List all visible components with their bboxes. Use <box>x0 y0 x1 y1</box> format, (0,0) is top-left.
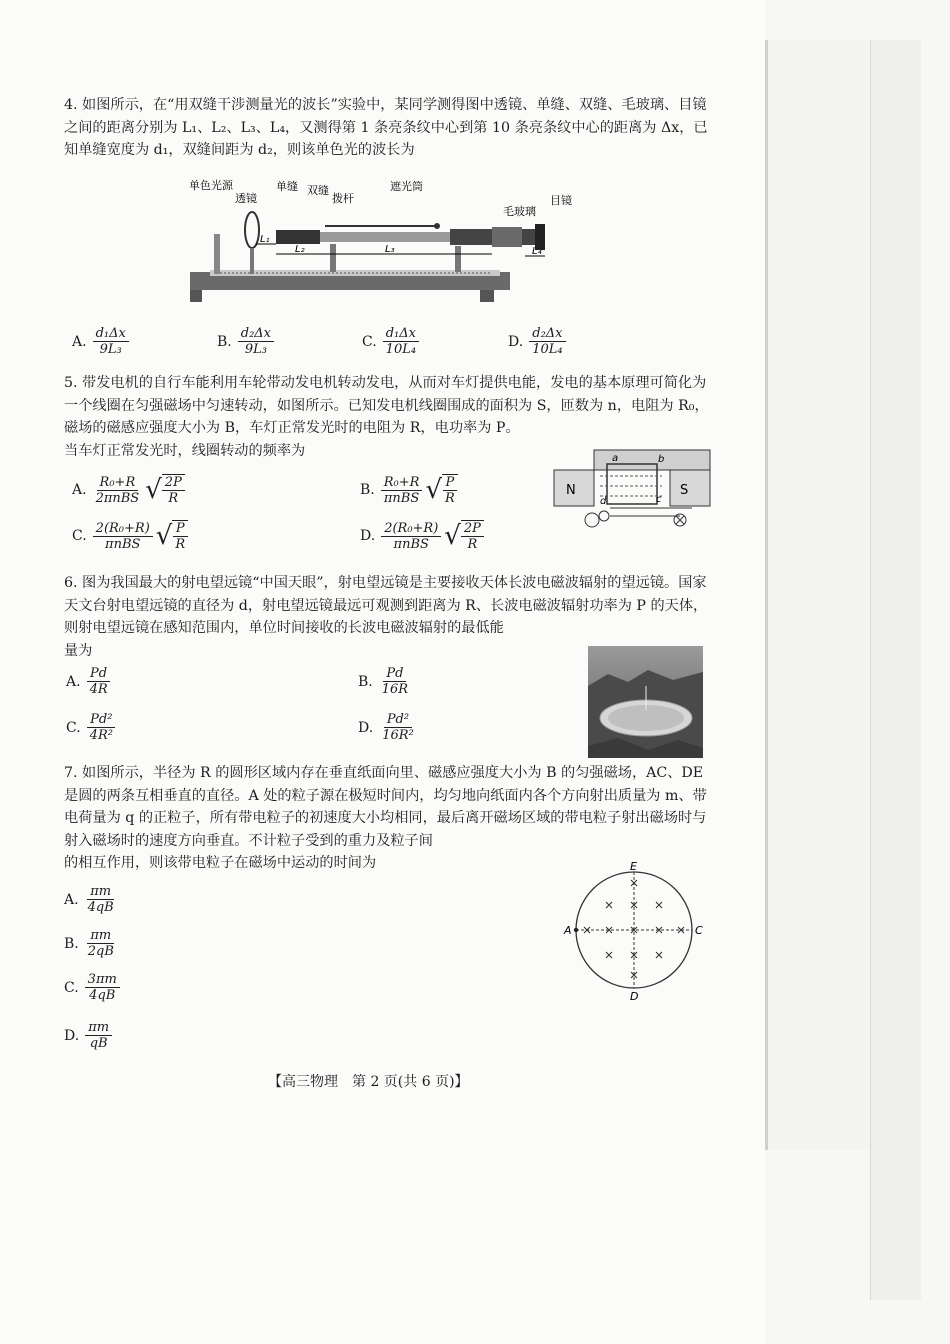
q6-option-a[interactable]: A. $\frac{Pd}{4R}$ <box>66 666 111 697</box>
svg-text:c: c <box>656 494 662 505</box>
svg-text:L₄: L₄ <box>532 246 542 257</box>
svg-text:L₃: L₃ <box>385 244 395 255</box>
svg-text:d: d <box>600 496 607 507</box>
lens <box>245 212 259 248</box>
q6-option-d[interactable]: D. $\frac{\text{Pd²}}{\text{16R²}}$ <box>358 712 414 743</box>
svg-text:目镜: 目镜 <box>550 194 572 207</box>
q7-option-d[interactable]: D. $\frac{\pi m}{qB}$ <box>64 1020 112 1051</box>
question-6 <box>64 572 714 640</box>
question-7 <box>64 762 714 852</box>
light-source <box>214 234 220 274</box>
page-footer: 【高三物理 第 2 页(共 6 页)】 <box>268 1074 469 1090</box>
svg-text:遮光筒: 遮光筒 <box>390 180 423 193</box>
q5-option-a[interactable]: A. $\frac{\text{R₀+R}}{\text{2πnBS}}$ √ $\frac{2P}{R}$ <box>72 474 185 506</box>
page-edge <box>870 40 921 1300</box>
svg-text:a: a <box>612 453 619 464</box>
svg-text:L₁: L₁ <box>260 234 270 245</box>
q5-option-d[interactable]: D. $\frac{\text{2(R₀+R)}}{\text{πnBS}}$ √ $\frac{2P}{R}$ <box>360 520 484 552</box>
svg-text:S: S <box>680 483 689 498</box>
q4-option-b[interactable]: B. $\frac{\text{d₂Δx}}{\text{9L₃}}$ <box>217 326 274 357</box>
fast-telescope-photo <box>588 646 703 758</box>
question-7-prompt: 的相互作用，则该带电粒子在磁场中运动的时间为 <box>64 855 377 871</box>
q4-option-c[interactable]: C. $\frac{\text{d₁Δx}}{\text{10L₄}}$ <box>362 326 419 357</box>
q6-option-c[interactable]: C. $\frac{\text{Pd²}}{\text{4R²}}$ <box>66 712 116 743</box>
question-5 <box>64 372 714 440</box>
svg-text:透镜: 透镜 <box>235 192 257 205</box>
light-tube <box>320 232 450 242</box>
double-slit-apparatus-figure <box>180 174 580 314</box>
svg-text:D: D <box>630 990 639 1003</box>
q4-option-a[interactable]: A. $\frac{\text{d₁Δx}}{\text{9L₃}}$ <box>72 326 129 357</box>
q6-option-b[interactable]: B. $\frac{Pd}{16R}$ <box>358 666 409 697</box>
q7-option-a[interactable]: A. $\frac{\pi m}{4qB}$ <box>64 884 114 915</box>
question-4-text: 4. 如图所示，在“用双缝干涉测量光的波长”实验中，某同学测得图中透镜、单缝、双缝、毛玻璃、目镜之间的距离分别为 L₁、L₂、L₃、L₄，又测得第 1 条亮条纹中心到第 10 条亮条纹中心的距离为 Δx，已知单缝宽度为 d₁，双缝间距为 d₂，则该单色光的波长为 <box>64 97 708 158</box>
binding-strip <box>765 40 873 1150</box>
svg-text:毛玻璃: 毛玻璃 <box>503 205 536 218</box>
question-4 <box>64 94 714 162</box>
q7-option-b[interactable]: B. $\frac{\pi m}{2qB}$ <box>64 928 114 959</box>
svg-text:单缝: 单缝 <box>276 180 298 193</box>
question-7-text: 7. 如图所示，半径为 R 的圆形区域内存在垂直纸面向里、磁感应强度大小为 B 的匀强磁场，AC、DE 是圆的两条互相垂直的直径。A 处的粒子源在极短时间内，均匀地向纸面内各个方向射出质量为 m、带电荷量为 q 的正粒子，所有带电粒子的初速度大小均相同，最后离开磁场区域的带电粒子射出磁场时与射入磁场时的速度方向垂直。不计粒子受到的重力及粒子间 <box>64 765 707 849</box>
q5-option-b[interactable]: B. $\frac{\text{R₀+R}}{\text{πnBS}}$ √ $\frac{P}{R}$ <box>360 474 458 506</box>
q7-option-c[interactable]: C. $\frac{3\pi m}{4qB}$ <box>64 972 120 1003</box>
svg-text:L₂: L₂ <box>295 244 305 255</box>
generator-coil-figure <box>552 446 712 536</box>
svg-text:A: A <box>564 924 572 937</box>
svg-text:拨杆: 拨杆 <box>332 192 354 205</box>
question-6-text: 6. 图为我国最大的射电望远镜“中国天眼”，射电望远镜是主要接收天体长波电磁波辐射的望远镜。国家天文台射电望远镜的直径为 d，射电望远镜最远可观测到距离为 R、长波电磁波辐射功率为 P 的天体，则射电望远镜在感知范围内，单位时间接收的长波电磁波辐射的最低能 <box>64 575 708 636</box>
svg-text:C: C <box>695 924 703 937</box>
svg-text:单色光源: 单色光源 <box>189 179 233 192</box>
question-5-prompt: 当车灯正常发光时，线圈转动的频率为 <box>64 443 306 459</box>
svg-text:E: E <box>630 860 637 873</box>
q5-option-c[interactable]: C. $\frac{\text{2(R₀+R)}}{\text{πnBS}}$ √ $\frac{P}{R}$ <box>72 520 188 552</box>
svg-text:双缝: 双缝 <box>307 184 329 197</box>
svg-text:N: N <box>566 483 576 498</box>
svg-text:b: b <box>658 454 665 465</box>
q4-option-d[interactable]: D. $\frac{\text{d₂Δx}}{\text{10L₄}}$ <box>508 326 566 357</box>
question-6-prompt: 量为 <box>64 643 93 659</box>
question-5-text: 5. 带发电机的自行车能利用车轮带动发电机转动发电，从而对车灯提供电能，发电的基本原理可简化为一个线圈在匀强磁场中匀速转动，如图所示。已知发电机线圈围成的面积为 S，匝数为 n，电阻为 R₀，磁场的磁感应强度大小为 B，车灯正常发光时的电阻为 R，电功率为 P。 <box>64 375 709 436</box>
magnetic-field-circle-figure <box>562 860 712 1004</box>
slit-holder <box>276 230 320 244</box>
